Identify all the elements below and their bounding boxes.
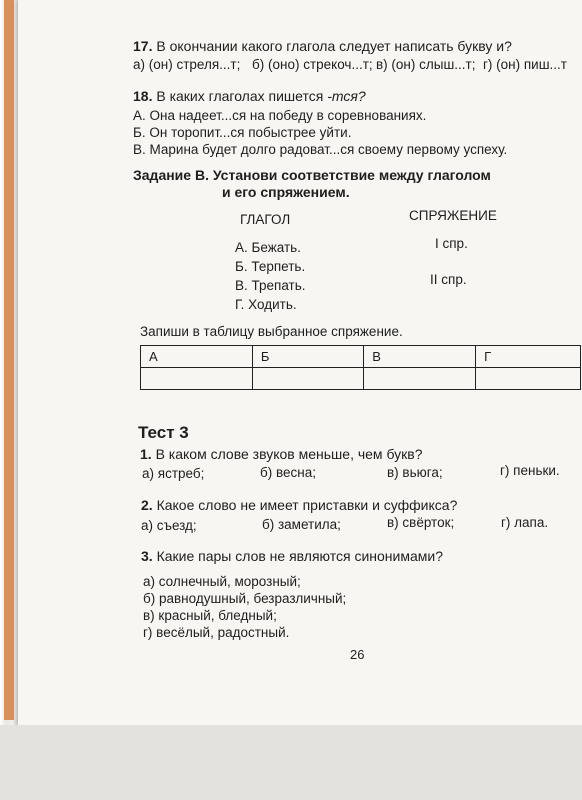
q18-option-a: А. Она надеет...ся на победу в соревнованиях. <box>133 108 427 123</box>
t3q3-option-c: в) красный, бледный; <box>143 608 277 623</box>
conjugation-1: I спр. <box>435 236 468 251</box>
table-answer-row <box>141 368 581 390</box>
column-header-conjugation: СПРЯЖЕНИЕ <box>409 208 497 223</box>
q17-option-d: г) (он) пиш...т <box>483 57 567 72</box>
q17-option-c: в) (он) слыш...т; <box>376 57 476 72</box>
table-header-cell: В <box>364 346 476 368</box>
t3q3-option-a: а) солнечный, морозный; <box>143 574 301 589</box>
q17-option-a: а) (он) стреля...т; <box>133 57 241 72</box>
question-text: Какое слово не имеет приставки и суффикса? <box>156 497 458 513</box>
task-v-title-line2: и его спряжением. <box>222 184 350 200</box>
test3-question-1 <box>140 446 423 463</box>
question-text-italic: -тся? <box>327 88 366 104</box>
question-number: 18. <box>133 88 153 104</box>
question-number: 3. <box>141 548 153 564</box>
page-number: 26 <box>350 647 365 662</box>
answer-cell[interactable] <box>476 368 581 390</box>
table-header-cell: Б <box>252 346 363 368</box>
q18-option-b: Б. Он торопит...ся побыстрее уйти. <box>133 125 352 140</box>
table-header-cell: А <box>141 346 253 368</box>
scan-background <box>0 725 582 800</box>
question-text: В каких глаголах пишется <box>156 88 328 104</box>
t3q1-option-d: г) пеньки. <box>500 463 560 478</box>
question-17 <box>133 38 512 55</box>
question-number: 17. <box>133 38 153 54</box>
test-3-title: Тест 3 <box>138 423 189 442</box>
t3q3-option-b: б) равнодушный, безразличный; <box>143 591 347 606</box>
question-number: 2. <box>141 497 153 513</box>
answer-cell[interactable] <box>252 368 363 390</box>
q18-option-c: В. Марина будет долго радоват...ся своему первому успеху. <box>133 142 508 157</box>
question-text: В окончании какого глагола следует написать букву и? <box>156 38 512 54</box>
t3q3-option-d: г) весёлый, радостный. <box>143 625 290 640</box>
verb-c: В. Трепать. <box>235 278 306 293</box>
t3q2-option-d: г) лапа. <box>501 515 549 530</box>
table-header-cell: Г <box>476 346 581 368</box>
conjugation-2: II спр. <box>430 272 467 287</box>
answer-cell[interactable] <box>141 368 253 390</box>
column-header-verb: ГЛАГОЛ <box>240 212 291 227</box>
table-header-row <box>141 346 581 368</box>
question-text: В каком слове звуков меньше, чем букв? <box>155 446 423 462</box>
book-edge-strip <box>4 0 14 720</box>
verb-b: Б. Терпеть. <box>235 259 306 274</box>
test3-question-2 <box>141 497 457 514</box>
question-text: Какие пары слов не являются синонимами? <box>156 548 443 564</box>
task-v-title-line1: Задание В. Установи соответствие между глаголом <box>133 167 491 183</box>
t3q1-option-c: в) вьюга; <box>387 465 443 480</box>
t3q2-option-b: б) заметила; <box>262 517 341 532</box>
test3-question-3 <box>141 548 443 565</box>
verb-d: Г. Ходить. <box>235 297 297 312</box>
question-number: 1. <box>140 446 152 462</box>
t3q2-option-c: в) свёрток; <box>387 515 455 530</box>
verb-a: А. Бежать. <box>235 240 301 255</box>
answer-cell[interactable] <box>364 368 476 390</box>
q17-option-b: б) (оно) стрекоч...т; <box>252 57 373 72</box>
t3q1-option-b: б) весна; <box>260 465 316 480</box>
t3q1-option-a: а) ястреб; <box>142 466 205 481</box>
question-18 <box>133 88 366 105</box>
t3q2-option-a: а) съезд; <box>141 518 197 533</box>
answer-table <box>140 345 581 390</box>
task-v-instruction: Запиши в таблицу выбранное спряжение. <box>140 324 403 339</box>
